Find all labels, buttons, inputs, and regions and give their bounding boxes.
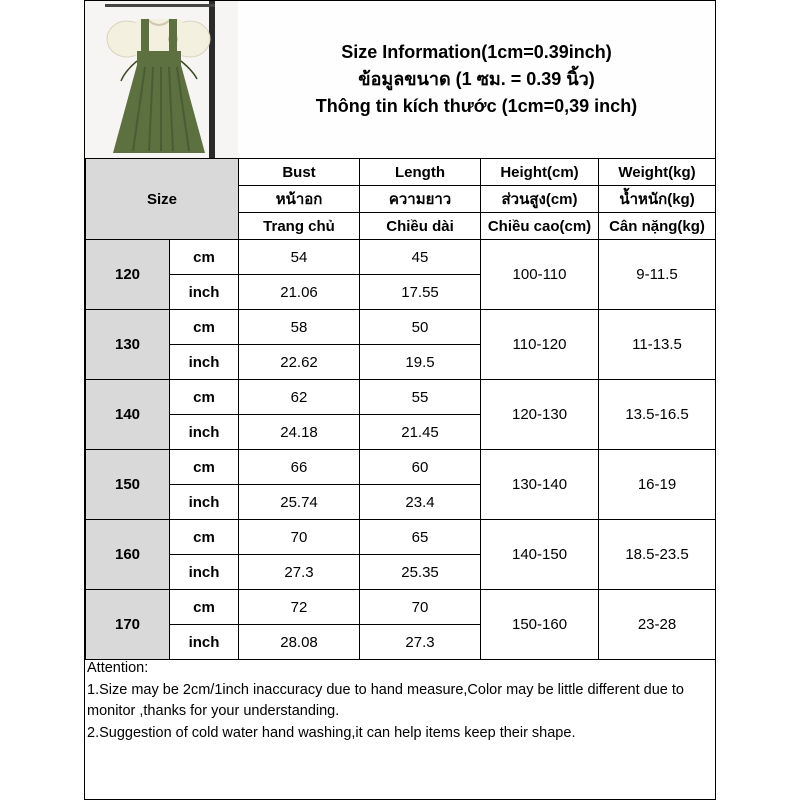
col-header-weight-vi: Cân nặng(kg) xyxy=(599,213,716,240)
unit-cm-cell: cm xyxy=(170,520,239,555)
size-info-title-block xyxy=(238,1,715,158)
product-photo xyxy=(85,1,239,158)
header-row-en xyxy=(86,159,716,186)
length-inch-cell: 21.45 xyxy=(360,415,481,450)
unit-inch-cell: inch xyxy=(170,555,239,590)
col-header-height-vi: Chiều cao(cm) xyxy=(481,213,599,240)
col-header-length-vi: Chiều dài xyxy=(360,213,481,240)
length-cm-cell: 50 xyxy=(360,310,481,345)
height-cell: 110-120 xyxy=(481,310,599,380)
height-cell: 120-130 xyxy=(481,380,599,450)
col-header-bust-vi: Trang chủ xyxy=(239,213,360,240)
length-inch-cell: 19.5 xyxy=(360,345,481,380)
col-header-height-th: ส่วนสูง(cm) xyxy=(481,186,599,213)
length-cm-cell: 70 xyxy=(360,590,481,625)
height-cell: 130-140 xyxy=(481,450,599,520)
size-table-body xyxy=(86,159,716,660)
height-cell: 100-110 xyxy=(481,240,599,310)
table-row xyxy=(86,590,716,625)
size-value-cell: 130 xyxy=(86,310,170,380)
unit-cm-cell: cm xyxy=(170,380,239,415)
col-header-bust-th: หน้าอก xyxy=(239,186,360,213)
size-value-cell: 140 xyxy=(86,380,170,450)
size-value-cell: 170 xyxy=(86,590,170,660)
bust-cm-cell: 62 xyxy=(239,380,360,415)
length-cm-cell: 60 xyxy=(360,450,481,485)
note-line-2: 2.Suggestion of cold water hand washing,it can help items keep their shape. xyxy=(87,724,576,741)
length-inch-cell: 27.3 xyxy=(360,625,481,660)
length-cm-cell: 65 xyxy=(360,520,481,555)
weight-cell: 23-28 xyxy=(599,590,716,660)
bust-cm-cell: 66 xyxy=(239,450,360,485)
weight-cell: 18.5-23.5 xyxy=(599,520,716,590)
size-value-cell: 160 xyxy=(86,520,170,590)
table-row xyxy=(86,520,716,555)
length-cm-cell: 45 xyxy=(360,240,481,275)
weight-cell: 13.5-16.5 xyxy=(599,380,716,450)
attention-notes xyxy=(87,658,713,744)
unit-cm-cell: cm xyxy=(170,240,239,275)
size-chart-sheet xyxy=(84,0,716,800)
size-chart-header xyxy=(85,1,715,159)
size-value-cell: 150 xyxy=(86,450,170,520)
title-thai: ข้อมูลขนาด (1 ซม. = 0.39 นิ้ว) xyxy=(358,69,595,89)
bust-cm-cell: 58 xyxy=(239,310,360,345)
table-row xyxy=(86,310,716,345)
bust-inch-cell: 22.62 xyxy=(239,345,360,380)
height-cell: 150-160 xyxy=(481,590,599,660)
length-cm-cell: 55 xyxy=(360,380,481,415)
unit-inch-cell: inch xyxy=(170,275,239,310)
bust-cm-cell: 72 xyxy=(239,590,360,625)
bust-cm-cell: 54 xyxy=(239,240,360,275)
bust-inch-cell: 25.74 xyxy=(239,485,360,520)
col-header-weight-th: น้ำหนัก(kg) xyxy=(599,186,716,213)
table-row xyxy=(86,450,716,485)
bust-cm-cell: 70 xyxy=(239,520,360,555)
unit-cm-cell: cm xyxy=(170,450,239,485)
table-row xyxy=(86,240,716,275)
col-header-length-th: ความยาว xyxy=(360,186,481,213)
note-line-1: 1.Size may be 2cm/1inch inaccuracy due to hand measure,Color may be little different due to monitor ,thanks for your understanding. xyxy=(87,681,684,719)
col-header-length-en: Length xyxy=(360,159,481,186)
weight-cell: 16-19 xyxy=(599,450,716,520)
col-header-bust-en: Bust xyxy=(239,159,360,186)
unit-cm-cell: cm xyxy=(170,310,239,345)
title-vietnamese: Thông tin kích thước (1cm=0,39 inch) xyxy=(315,96,638,116)
bust-inch-cell: 27.3 xyxy=(239,555,360,590)
length-inch-cell: 25.35 xyxy=(360,555,481,590)
bust-inch-cell: 24.18 xyxy=(239,415,360,450)
title-english: Size Information(1cm=0.39inch) xyxy=(341,42,612,62)
height-cell: 140-150 xyxy=(481,520,599,590)
length-inch-cell: 17.55 xyxy=(360,275,481,310)
unit-inch-cell: inch xyxy=(170,485,239,520)
weight-cell: 9-11.5 xyxy=(599,240,716,310)
unit-inch-cell: inch xyxy=(170,625,239,660)
size-value-cell: 120 xyxy=(86,240,170,310)
length-inch-cell: 23.4 xyxy=(360,485,481,520)
bust-inch-cell: 28.08 xyxy=(239,625,360,660)
unit-inch-cell: inch xyxy=(170,415,239,450)
size-header-cell: Size xyxy=(86,159,239,240)
unit-inch-cell: inch xyxy=(170,345,239,380)
col-header-height-en: Height(cm) xyxy=(481,159,599,186)
weight-cell: 11-13.5 xyxy=(599,310,716,380)
unit-cm-cell: cm xyxy=(170,590,239,625)
bust-inch-cell: 21.06 xyxy=(239,275,360,310)
attention-heading: Attention: xyxy=(87,660,149,676)
table-row xyxy=(86,380,716,415)
size-table xyxy=(85,158,716,660)
dress-illustration xyxy=(85,1,238,158)
col-header-weight-en: Weight(kg) xyxy=(599,159,716,186)
